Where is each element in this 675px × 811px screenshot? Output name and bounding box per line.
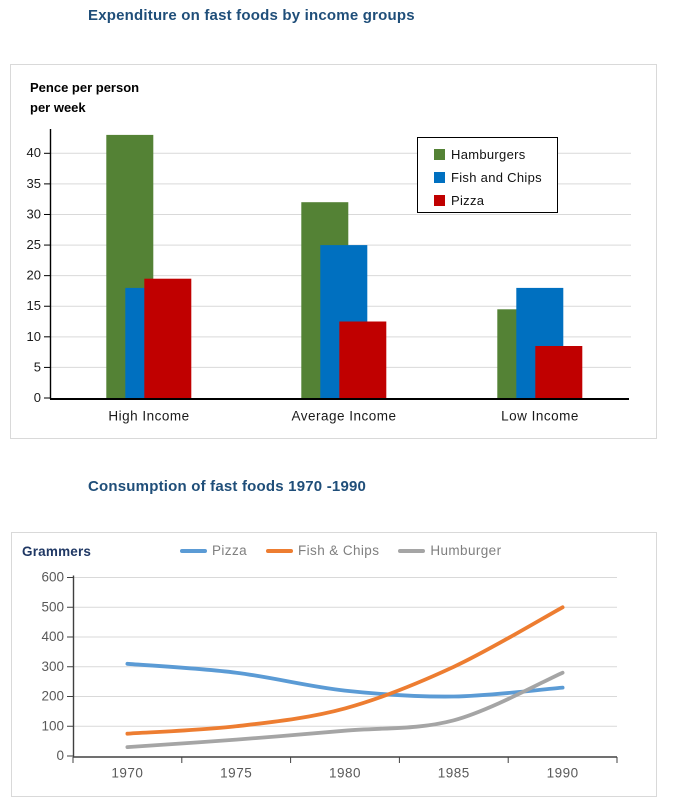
pizza-line-swatch-icon bbox=[180, 549, 207, 553]
svg-text:30: 30 bbox=[26, 206, 41, 222]
svg-text:500: 500 bbox=[41, 599, 64, 615]
svg-text:5: 5 bbox=[33, 359, 41, 375]
svg-text:1980: 1980 bbox=[328, 765, 362, 781]
grammers-axis-label: Grammers bbox=[22, 544, 92, 559]
legend-label: Fish & Chips bbox=[298, 543, 380, 558]
legend-item-pizza-line bbox=[180, 543, 247, 558]
svg-text:10: 10 bbox=[26, 328, 41, 344]
y-axis-unit-line2: per week bbox=[30, 100, 86, 116]
hamburgers-swatch-icon bbox=[434, 149, 445, 160]
legend-label: Hamburgers bbox=[451, 147, 526, 162]
consumption-line-chart-svg bbox=[12, 533, 656, 796]
consumption-chart-panel bbox=[11, 532, 657, 797]
svg-text:300: 300 bbox=[41, 658, 64, 674]
bar-pizza-high-income bbox=[144, 279, 191, 398]
svg-text:1985: 1985 bbox=[437, 765, 470, 781]
svg-text:15: 15 bbox=[26, 298, 41, 314]
legend-item-fish-and-chips bbox=[434, 166, 557, 189]
humburger-line-swatch-icon bbox=[398, 549, 425, 553]
svg-text:Average Income: Average Income bbox=[291, 408, 397, 424]
svg-text:0: 0 bbox=[56, 748, 64, 764]
y-axis-unit-line1: Pence per person bbox=[30, 80, 140, 95]
legend-label: Pizza bbox=[451, 193, 485, 208]
svg-text:35: 35 bbox=[26, 175, 41, 191]
consumption-legend bbox=[180, 543, 501, 558]
svg-text:High Income: High Income bbox=[108, 408, 190, 424]
category-labels bbox=[108, 409, 579, 424]
legend-item-pizza bbox=[434, 189, 557, 212]
svg-text:0: 0 bbox=[33, 389, 41, 405]
line-fish-chips bbox=[127, 607, 562, 733]
consumption-chart-title: Consumption of fast foods 1970 -1990 bbox=[88, 478, 367, 495]
svg-text:200: 200 bbox=[41, 688, 64, 704]
svg-text:100: 100 bbox=[41, 718, 64, 734]
svg-text:20: 20 bbox=[26, 267, 41, 283]
legend-label: Humburger bbox=[430, 543, 502, 558]
y-axis-unit-label bbox=[30, 78, 139, 118]
legend-label: Pizza bbox=[212, 543, 248, 558]
bar-pizza-average-income bbox=[339, 322, 386, 399]
svg-text:25: 25 bbox=[26, 237, 41, 252]
fish-and-chips-swatch-icon bbox=[434, 172, 445, 183]
svg-text:Low Income: Low Income bbox=[501, 408, 579, 424]
expenditure-legend bbox=[417, 137, 558, 213]
legend-label: Fish and Chips bbox=[451, 170, 542, 185]
expenditure-chart-panel bbox=[10, 64, 657, 439]
svg-text:1990: 1990 bbox=[546, 765, 579, 781]
fish-chips-line-swatch-icon bbox=[266, 549, 293, 553]
legend-item-fish-chips-line bbox=[266, 543, 379, 558]
legend-item-hamburgers bbox=[434, 143, 557, 166]
svg-text:600: 600 bbox=[41, 569, 64, 585]
svg-text:1970: 1970 bbox=[111, 765, 144, 781]
expenditure-bar-chart-svg bbox=[11, 65, 656, 438]
line-pizza bbox=[127, 664, 562, 697]
gridlines bbox=[73, 578, 617, 727]
expenditure-chart-title: Expenditure on fast foods by income groups bbox=[88, 7, 415, 24]
svg-text:1975: 1975 bbox=[220, 765, 253, 781]
svg-text:40: 40 bbox=[26, 145, 41, 161]
y-axis-ticks-and-labels bbox=[27, 145, 50, 405]
bar-pizza-low-income bbox=[535, 346, 582, 398]
svg-text:400: 400 bbox=[41, 629, 64, 645]
legend-item-humburger-line bbox=[398, 543, 501, 558]
pizza-swatch-icon bbox=[434, 195, 445, 206]
